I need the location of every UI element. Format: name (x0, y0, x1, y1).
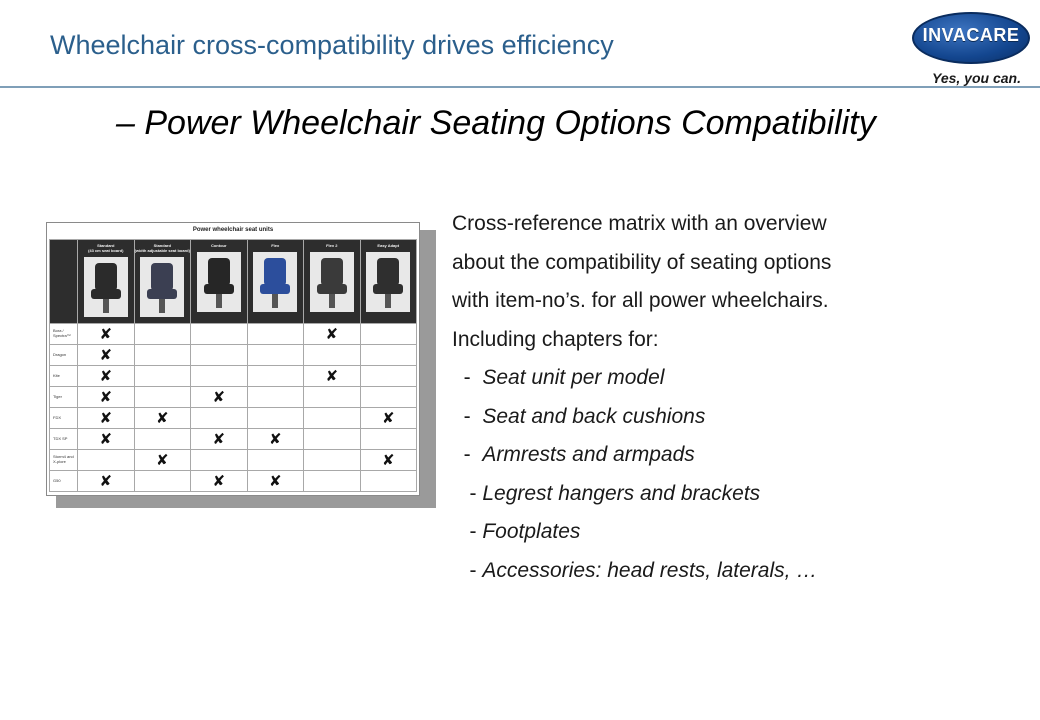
matrix-cell (360, 345, 417, 366)
chapter-item-text: Seat and back cushions (482, 404, 706, 428)
description-line: Cross-reference matrix with an overview (452, 212, 827, 235)
compatible-mark-icon: ✘ (99, 471, 113, 490)
column-label: Easy Adapt (377, 243, 400, 248)
matrix-cell (360, 387, 417, 408)
chapter-list-item (452, 552, 831, 591)
logo-name: INVACARE (922, 25, 1020, 45)
matrix-corner-cell (50, 240, 78, 324)
matrix-cell (304, 429, 361, 450)
compatible-mark-icon: ✘ (155, 450, 169, 469)
list-dash: - (452, 366, 483, 389)
matrix-cell (304, 408, 361, 429)
matrix-row-label: Dragon (50, 345, 78, 366)
matrix-column-header (191, 240, 248, 324)
matrix-cell (78, 408, 135, 429)
matrix-row (50, 471, 417, 492)
matrix-column-header (304, 240, 361, 324)
matrix-cell (134, 450, 191, 471)
chapter-item-text: Legrest hangers and brackets (482, 481, 761, 505)
matrix-cell (360, 450, 417, 471)
chapter-item-text: Footplates (482, 520, 581, 543)
seat-unit-photo (197, 252, 241, 312)
matrix-row-label: Tiger (50, 387, 78, 408)
list-dash: - (452, 481, 483, 505)
matrix-cell (247, 387, 304, 408)
chapter-list-item (452, 513, 831, 552)
matrix-cell (247, 366, 304, 387)
matrix-cell (78, 450, 135, 471)
invacare-logo (912, 10, 1032, 92)
matrix-cell (191, 429, 248, 450)
matrix-cell (134, 366, 191, 387)
chapter-list-item (452, 475, 831, 514)
matrix-row-label: G50 (50, 471, 78, 492)
matrix-row (50, 387, 417, 408)
matrix-cell (247, 429, 304, 450)
matrix-cell (191, 366, 248, 387)
compatible-mark-icon: ✘ (99, 345, 113, 364)
compatible-mark-icon: ✘ (212, 387, 226, 406)
compatible-mark-icon: ✘ (99, 324, 113, 343)
description-line: Including chapters for: (452, 327, 659, 351)
list-dash: - (452, 404, 483, 428)
list-dash: - (452, 558, 483, 582)
matrix-cell (304, 471, 361, 492)
matrix-cell (304, 345, 361, 366)
title-divider (0, 86, 1040, 88)
compatible-mark-icon: ✘ (99, 408, 113, 427)
matrix-cell (78, 429, 135, 450)
matrix-row (50, 366, 417, 387)
matrix-cell (304, 387, 361, 408)
matrix-cell (134, 387, 191, 408)
matrix-cell (78, 324, 135, 345)
compatible-mark-icon: ✘ (99, 387, 113, 406)
matrix-cell (191, 387, 248, 408)
matrix-cell (247, 450, 304, 471)
matrix-cell (134, 429, 191, 450)
matrix-cell (191, 408, 248, 429)
matrix-cell (191, 471, 248, 492)
slide-subtitle: – Power Wheelchair Seating Options Compatibility (116, 104, 876, 142)
matrix-cell (134, 408, 191, 429)
matrix-column-header (247, 240, 304, 324)
column-label: Contour (210, 243, 227, 248)
matrix-column-header (78, 240, 135, 324)
matrix-title: Power wheelchair seat units (192, 227, 274, 233)
matrix-cell (191, 324, 248, 345)
chapter-list-item (452, 398, 831, 437)
column-label: Flex (271, 243, 280, 248)
seat-unit-photo (366, 252, 410, 312)
seat-unit-photo (140, 257, 184, 317)
compatible-mark-icon: ✘ (268, 471, 282, 490)
matrix-cell (78, 345, 135, 366)
compatible-mark-icon: ✘ (212, 471, 226, 490)
compatible-mark-icon: ✘ (325, 366, 339, 385)
matrix-cell (360, 471, 417, 492)
matrix-cell (304, 324, 361, 345)
matrix-cell (247, 408, 304, 429)
compatible-mark-icon: ✘ (325, 324, 339, 343)
matrix-row-label: Bora / Spectra™ (50, 324, 78, 345)
chapter-item-text: Armrests and armpads (482, 443, 695, 466)
matrix-cell (360, 408, 417, 429)
compatible-mark-icon: ✘ (381, 450, 395, 469)
matrix-cell (360, 324, 417, 345)
matrix-row (50, 429, 417, 450)
matrix-row (50, 450, 417, 471)
matrix-cell (360, 429, 417, 450)
compatible-mark-icon: ✘ (99, 429, 113, 448)
matrix-column-header (134, 240, 191, 324)
matrix-cell (360, 366, 417, 387)
compatibility-matrix (46, 222, 420, 496)
description-text (452, 205, 831, 590)
matrix-cell (78, 366, 135, 387)
matrix-cell (247, 345, 304, 366)
logo-tagline: Yes, you can. (932, 70, 1021, 86)
column-label: Standard (43 cm seat board) (88, 243, 124, 253)
seat-unit-photo (253, 252, 297, 312)
matrix-cell (247, 471, 304, 492)
matrix-cell (304, 366, 361, 387)
matrix-cell (304, 450, 361, 471)
matrix-cell (247, 324, 304, 345)
matrix-cell (78, 471, 135, 492)
seat-unit-photo (84, 257, 128, 317)
matrix-row-label: TDX SP (50, 429, 78, 450)
slide-title: Wheelchair cross-compatibility drives efficiency (50, 30, 614, 60)
matrix-row-label: Storm4 and X-plore (50, 450, 78, 471)
column-label: Flex 2 (326, 243, 338, 248)
matrix-cell (78, 387, 135, 408)
matrix-row (50, 408, 417, 429)
matrix-row (50, 324, 417, 345)
list-dash: - (452, 443, 483, 466)
compatible-mark-icon: ✘ (381, 408, 395, 427)
compatible-mark-icon: ✘ (155, 408, 169, 427)
matrix-cell (134, 471, 191, 492)
chapter-list-item (452, 359, 831, 398)
matrix-cell (191, 450, 248, 471)
matrix-row-label: Kite (50, 366, 78, 387)
matrix-cell (191, 345, 248, 366)
list-dash: - (452, 520, 483, 543)
column-label: Standard (width adjustable seat board) (134, 243, 190, 253)
compatible-mark-icon: ✘ (212, 429, 226, 448)
matrix-row (50, 345, 417, 366)
chapter-item-text: Accessories: head rests, laterals, … (482, 558, 818, 582)
compatible-mark-icon: ✘ (268, 429, 282, 448)
matrix-cell (134, 324, 191, 345)
chapter-item-text: Seat unit per model (482, 366, 665, 389)
matrix-header-row (50, 240, 417, 324)
matrix-table (49, 239, 417, 492)
matrix-column-header (360, 240, 417, 324)
description-line: with item-no’s. for all power wheelchairs. (452, 289, 829, 312)
matrix-row-label: FDX (50, 408, 78, 429)
matrix-cell (134, 345, 191, 366)
compatible-mark-icon: ✘ (99, 366, 113, 385)
chapter-list-item (452, 436, 831, 475)
description-line: about the compatibility of seating options (452, 250, 832, 274)
seat-unit-photo (310, 252, 354, 312)
